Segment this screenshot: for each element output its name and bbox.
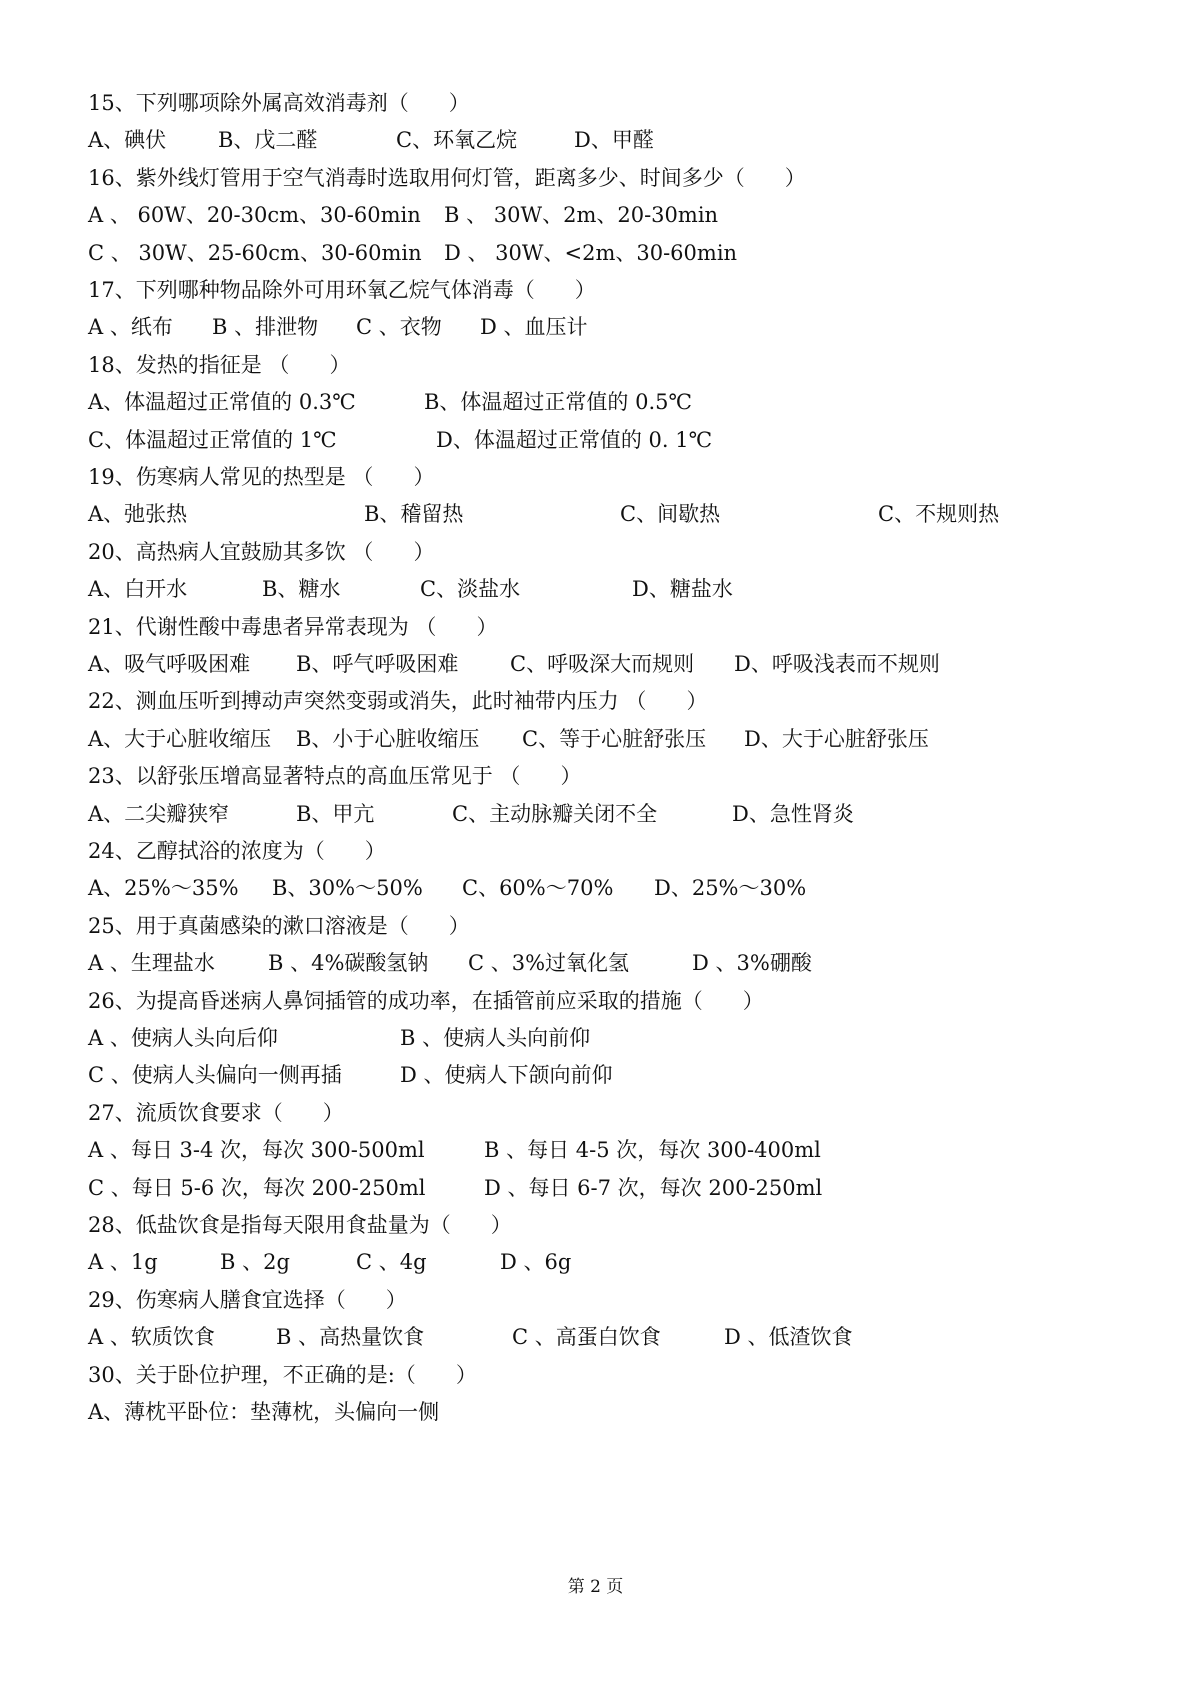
options-row bbox=[0, 873, 1191, 903]
answer-option: A、二尖瓣狭窄 bbox=[88, 801, 230, 826]
answer-option: A、体温超过正常值的 0.3℃ bbox=[88, 390, 356, 415]
answer-option: D 、6g bbox=[500, 1250, 572, 1275]
question-stem: 24、乙醇拭浴的浓度为（ ） bbox=[88, 839, 386, 863]
answer-option: A 、纸布 bbox=[88, 315, 173, 340]
answer-option: C、体温超过正常值的 1℃ bbox=[88, 427, 337, 452]
options-row bbox=[0, 200, 1191, 230]
answer-option: B、30%～50% bbox=[272, 876, 423, 901]
answer-option: D、急性肾炎 bbox=[732, 801, 854, 826]
options-row bbox=[0, 238, 1191, 268]
answer-option: C 、 30W、25-60cm、30-60min bbox=[88, 240, 422, 265]
answer-option: D 、低渣饮食 bbox=[724, 1325, 853, 1350]
answer-option: A 、使病人头向后仰 bbox=[88, 1026, 278, 1050]
answer-option: D、大于心脏舒张压 bbox=[744, 726, 929, 751]
answer-option: D、25%～30% bbox=[654, 876, 807, 901]
answer-option: D、糖盐水 bbox=[632, 577, 733, 602]
options-row bbox=[0, 948, 1191, 978]
answer-option: D 、 30W、<2m、30-60min bbox=[444, 240, 738, 265]
answer-option: B 、 30W、2m、20-30min bbox=[444, 203, 719, 228]
answer-option: A 、软质饮食 bbox=[88, 1325, 215, 1350]
question-stem: 29、伤寒病人膳食宜选择（ ） bbox=[88, 1287, 407, 1312]
options-row bbox=[0, 1247, 1191, 1277]
options-row bbox=[0, 125, 1191, 155]
answer-option: A、碘伏 bbox=[88, 128, 167, 153]
question-stem: 23、以舒张压增高显著特点的高血压常见于 （ ） bbox=[88, 764, 582, 789]
options-row bbox=[0, 649, 1191, 679]
question-stem: 27、流质饮食要求（ ） bbox=[88, 1100, 344, 1125]
question-stem: 30、关于卧位护理，不正确的是:（ ） bbox=[88, 1362, 477, 1387]
answer-option: C、60%～70% bbox=[462, 876, 614, 901]
answer-option: A、大于心脏收缩压 bbox=[88, 726, 272, 751]
options-row bbox=[0, 574, 1191, 604]
answer-option: D 、血压计 bbox=[480, 315, 588, 340]
answer-option: D 、每日 6-7 次，每次 200-250ml bbox=[484, 1175, 823, 1200]
options-row bbox=[0, 312, 1191, 342]
answer-option: A 、 60W、20-30cm、30-60min bbox=[88, 203, 421, 228]
question-stem: 18、发热的指征是 （ ） bbox=[88, 352, 351, 377]
answer-option: C 、3%过氧化氢 bbox=[468, 951, 630, 976]
answer-option: C、主动脉瓣关闭不全 bbox=[452, 801, 658, 826]
options-row bbox=[0, 1173, 1191, 1203]
options-row bbox=[0, 499, 1191, 529]
answer-option: A 、1g bbox=[88, 1250, 158, 1275]
answer-option: A 、生理盐水 bbox=[88, 951, 215, 976]
answer-option: B 、4%碳酸氢钠 bbox=[268, 951, 429, 976]
answer-option: B、甲亢 bbox=[296, 801, 375, 826]
answer-option: B、体温超过正常值的 0.5℃ bbox=[424, 390, 692, 415]
options-row bbox=[0, 1397, 1191, 1427]
options-row bbox=[0, 724, 1191, 754]
question-stem: 22、测血压听到搏动声突然变弱或消失，此时袖带内压力 （ ） bbox=[88, 689, 708, 714]
page-number: 第 2 页 bbox=[567, 1577, 624, 1597]
answer-option: C 、4g bbox=[356, 1250, 427, 1275]
answer-option: D、甲醛 bbox=[574, 128, 654, 153]
question-stem: 25、用于真菌感染的漱口溶液是（ ） bbox=[88, 913, 470, 938]
options-row bbox=[0, 387, 1191, 417]
answer-option: A、薄枕平卧位：垫薄枕，头偏向一侧 bbox=[88, 1400, 440, 1424]
answer-option: B、稽留热 bbox=[364, 502, 464, 527]
question-stem: 21、代谢性酸中毒患者异常表现为 （ ） bbox=[88, 614, 498, 639]
answer-option: C、间歇热 bbox=[620, 502, 721, 527]
answer-option: B 、2g bbox=[220, 1250, 290, 1275]
answer-option: B、糖水 bbox=[262, 577, 341, 602]
answer-option: C 、使病人头偏向一侧再插 bbox=[88, 1063, 342, 1088]
question-stem: 15、下列哪项除外属高效消毒剂（ ） bbox=[88, 91, 470, 115]
answer-option: B、戊二醛 bbox=[218, 128, 318, 153]
answer-option: B、呼气呼吸困难 bbox=[296, 652, 459, 676]
answer-option: D、体温超过正常值的 0. 1℃ bbox=[436, 427, 713, 452]
answer-option: B 、排泄物 bbox=[212, 315, 319, 340]
question-stem: 26、为提高昏迷病人鼻饲插管的成功率，在插管前应采取的措施（ ） bbox=[88, 988, 764, 1013]
answer-option: D、呼吸浅表而不规则 bbox=[734, 652, 940, 676]
answer-option: C 、高蛋白饮食 bbox=[512, 1325, 661, 1350]
answer-option: A 、每日 3-4 次，每次 300-500ml bbox=[88, 1138, 425, 1163]
answer-option: A、弛张热 bbox=[88, 502, 188, 527]
options-row bbox=[0, 425, 1191, 455]
answer-option: D 、3%硼酸 bbox=[692, 951, 812, 976]
answer-option: C、呼吸深大而规则 bbox=[510, 652, 695, 676]
answer-option: A、吸气呼吸困难 bbox=[88, 652, 251, 676]
question-stem: 28、低盐饮食是指每天限用食盐量为（ ） bbox=[88, 1213, 512, 1237]
answer-option: B 、高热量饮食 bbox=[276, 1325, 425, 1350]
answer-option: C 、衣物 bbox=[356, 315, 442, 340]
options-row bbox=[0, 1023, 1191, 1053]
question-stem: 16、紫外线灯管用于空气消毒时选取用何灯管，距离多少、时间多少（ ） bbox=[88, 165, 806, 190]
question-stem: 20、高热病人宜鼓励其多饮 （ ） bbox=[88, 539, 435, 564]
answer-option: C 、每日 5-6 次，每次 200-250ml bbox=[88, 1175, 426, 1200]
options-row bbox=[0, 1135, 1191, 1165]
answer-option: B 、使病人头向前仰 bbox=[400, 1026, 591, 1050]
answer-option: C、淡盐水 bbox=[420, 577, 521, 602]
answer-option: C、不规则热 bbox=[878, 502, 1000, 527]
answer-option: C、环氧乙烷 bbox=[396, 128, 518, 153]
question-stem: 17、下列哪种物品除外可用环氧乙烷气体消毒（ ） bbox=[88, 278, 596, 302]
options-row bbox=[0, 1060, 1191, 1090]
options-row bbox=[0, 1322, 1191, 1352]
answer-option: C、等于心脏舒张压 bbox=[522, 726, 707, 751]
answer-option: D 、使病人下颌向前仰 bbox=[400, 1063, 613, 1088]
answer-option: B 、每日 4-5 次，每次 300-400ml bbox=[484, 1138, 821, 1163]
answer-option: B、小于心脏收缩压 bbox=[296, 726, 480, 751]
question-stem: 19、伤寒病人常见的热型是 （ ） bbox=[88, 465, 435, 489]
answer-option: A、白开水 bbox=[88, 577, 188, 602]
options-row bbox=[0, 799, 1191, 829]
answer-option: A、25%～35% bbox=[88, 876, 239, 901]
